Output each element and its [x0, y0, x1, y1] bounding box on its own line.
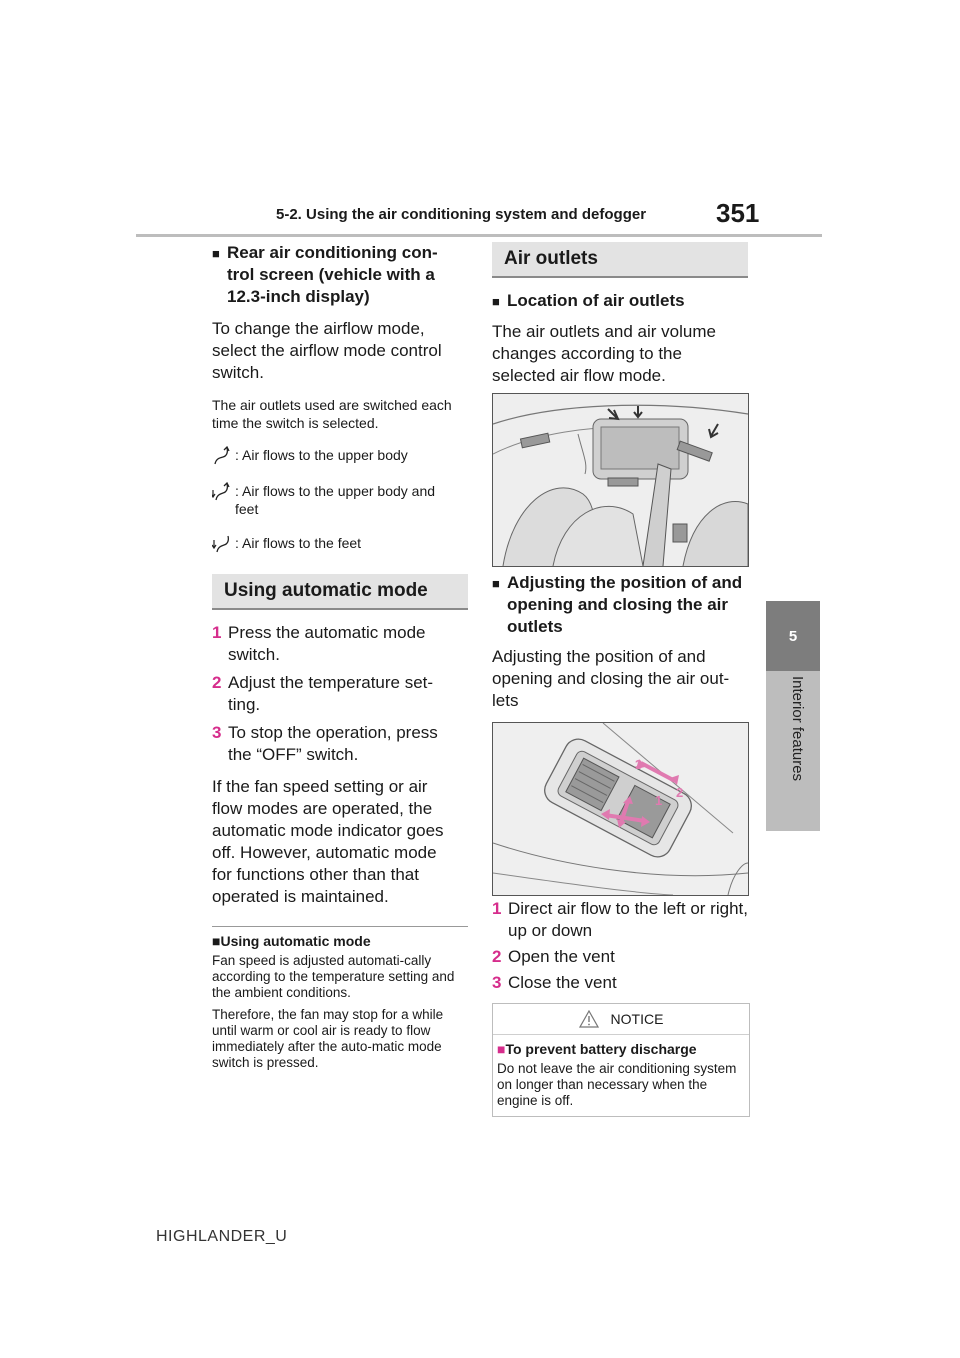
vent-step-2: 2 Open the vent	[492, 947, 615, 966]
rear-control-note: The air outlets used are switched each time the switch is selected.	[212, 397, 452, 431]
left-column	[212, 242, 460, 1071]
cabin-interior-drawing	[493, 394, 748, 566]
info-paragraph-2: Therefore, the fan may stop for a while until warm or cool air is ready to flow immediately after the auto-matic mode switch is pressed.	[212, 1007, 444, 1070]
vent-steps	[492, 898, 748, 994]
mode-row-upper-feet: : Air flows to the upper body and feet	[212, 482, 460, 518]
auto-step-1: 1 Press the automatic mode switch.	[212, 623, 426, 664]
chapter-title: Interior features	[789, 676, 806, 782]
notice-content	[493, 1035, 749, 1109]
location-heading: ■ Location of air outlets	[492, 290, 748, 313]
air-outlets-banner: Air outlets	[492, 242, 748, 278]
vent-step-3: 3 Close the vent	[492, 973, 617, 992]
chapter-number-tab	[766, 601, 820, 671]
notice-header	[493, 1004, 749, 1035]
section-title: 5-2. Using the air conditioning system and defogger	[276, 206, 647, 223]
right-column	[492, 242, 748, 387]
vent-step-1: 1 Direct air flow to the left or right, up or down	[492, 899, 748, 940]
square-bullet-icon: ■	[492, 576, 500, 591]
square-bullet-icon: ■	[212, 246, 220, 261]
mode-row-upper: : Air flows to the upper body	[212, 446, 460, 466]
vent-adjustment-illustration	[492, 722, 749, 896]
notice-heading: ■To prevent battery discharge	[497, 1041, 697, 1057]
rear-control-body: To change the airflow mode, select the airflow mode control switch.	[212, 319, 442, 382]
mode-row-feet: : Air flows to the feet	[212, 534, 460, 554]
page-number: 351	[716, 198, 760, 228]
vent-drawing	[493, 723, 748, 895]
automatic-mode-body: If the fan speed setting or air flow modes are operated, the automatic mode indicator goes off. However, automatic mode for functions other than that operated is maintained.	[212, 777, 444, 906]
cabin-air-outlets-illustration	[492, 393, 749, 567]
square-bullet-icon: ■	[492, 294, 500, 309]
square-bullet-icon: ■	[212, 933, 221, 949]
auto-step-2: 2 Adjust the temperature set-ting.	[212, 673, 434, 714]
automatic-mode-banner: Using automatic mode	[212, 574, 468, 610]
notice-box	[492, 1003, 750, 1117]
auto-step-3: 3 To stop the operation, press the “OFF” switch.	[212, 723, 438, 764]
footer-model: HIGHLANDER_U	[156, 1228, 288, 1245]
rear-control-heading: ■ Rear air conditioning con-trol screen (vehicle with a 12.3-inch display)	[212, 243, 438, 306]
callout-1: 1	[655, 793, 663, 808]
upper-body-feet-airflow-icon	[212, 482, 232, 502]
warning-triangle-icon	[579, 1010, 599, 1028]
callout-3: 3	[635, 757, 643, 772]
adjust-body: Adjusting the position of and opening and closing the air out-lets	[492, 647, 730, 710]
callout-2: 2	[676, 785, 684, 800]
automatic-mode-steps	[212, 622, 460, 766]
info-heading: ■Using automatic mode	[212, 933, 371, 949]
upper-body-airflow-icon	[212, 446, 232, 466]
feet-airflow-icon	[212, 534, 232, 554]
adjust-heading: ■ Adjusting the position of and opening and closing the air outlets	[492, 573, 743, 636]
adjust-section	[492, 572, 748, 712]
header-rule	[136, 234, 822, 237]
notice-body: Do not leave the air conditioning system on longer than necessary when the engine is off.	[497, 1061, 737, 1108]
info-separator	[212, 926, 468, 927]
info-paragraph-1: Fan speed is adjusted automati-cally according to the temperature setting and the ambient conditions.	[212, 953, 455, 1000]
square-bullet-icon: ■	[497, 1041, 506, 1057]
notice-title: NOTICE	[610, 1011, 664, 1027]
location-body: The air outlets and air volume changes according to the selected air flow mode.	[492, 322, 716, 385]
chapter-number: 5	[788, 627, 798, 645]
